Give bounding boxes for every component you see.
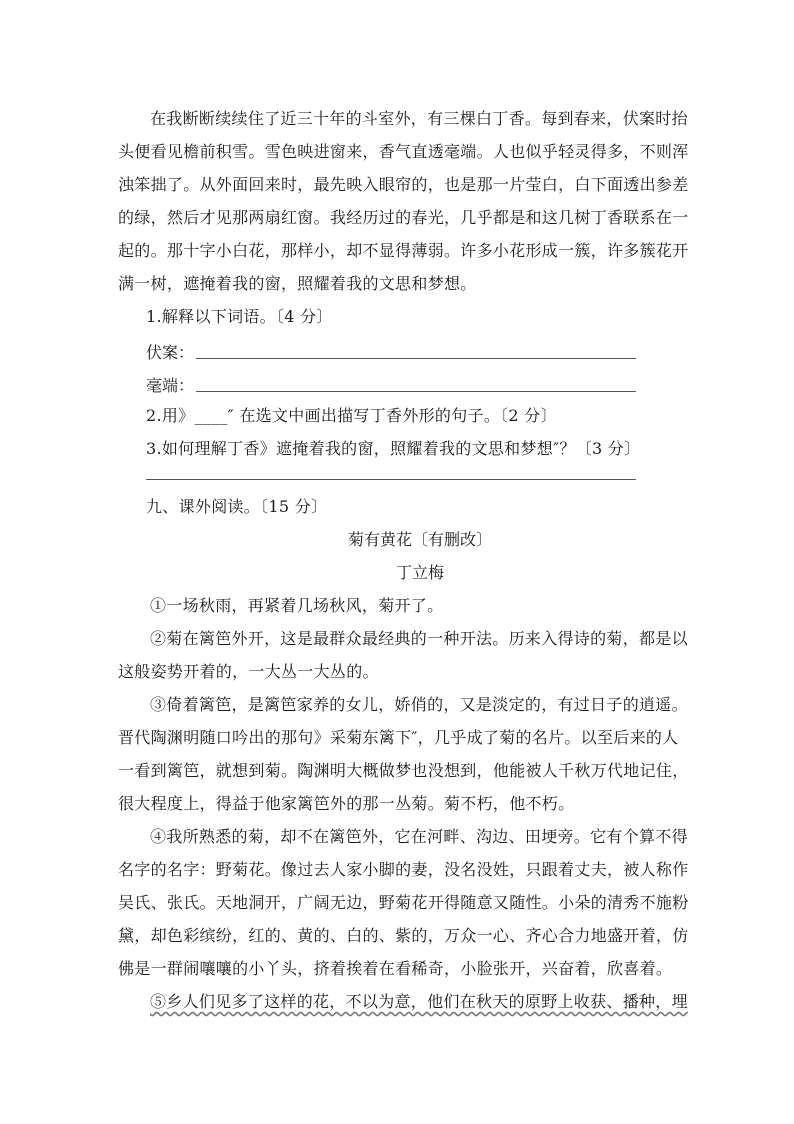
question-3-prompt: 3.如何理解丁香》遮掩着我的窗，照耀着我的文思和梦想″？〔3 分〕 [146,439,641,458]
article-line: 晋代陶渊明随口吟出的那句》采菊东篱下″，几乎成了菊的名片。以至后来的人 [118,728,679,747]
article-line: 佛是一群闹嚷嚷的小丫头，挤着挨着在看稀奇，小脸张开，兴奋着，欣喜着。 [118,959,673,978]
passage-line: 浊笨拙了。从外面回来时，最先映入眼帘的，也是那一片莹白，白下面透出参差 [118,175,689,194]
article-author: 丁立梅 [395,563,444,582]
passage-line: 头便看见檐前积雪。雪色映进窗来，香气直透毫端。人也似乎轻灵得多，不则浑 [118,142,689,161]
term-label: 毫端： [146,376,195,395]
article-line: ④我所熟悉的菊，却不在篱笆外，它在河畔、沟边、田埂旁。它有个算不得 [150,827,688,846]
answer-blank[interactable] [196,375,636,392]
article-line: 名字的名字：野菊花。像过去人家小脚的妻，没名没姓，只跟着丈夫，被人称作 [118,860,689,879]
question-1-term-row [146,337,690,363]
article-line: ②菊在篱笆外开，这是最群众最经典的一种开法。历来入得诗的菊，都是以 [150,629,688,648]
article-body [118,593,690,1015]
passage-block [118,106,690,297]
question-1-prompt: 1.解释以下词语。〔4 分〕 [146,307,333,326]
section-9-heading: 九、课外阅读。〔15 分〕 [146,497,328,516]
passage-line: 在我断断续续住了近三十年的斗室外，有三棵白丁香。每到春来，伏案时抬 [150,109,688,128]
article-line: 很大程度上，得益于他家篱笆外的那一丛菊。菊不朽，他不朽。 [118,794,575,813]
article-line-underlined [150,989,690,1015]
article-line: 这般姿势开着的，一大丛一大丛的。 [118,662,379,681]
article-line: 一看到篱笆，就想到菊。陶渊明大概做梦也没想到，他能被人千秋万代地记住， [118,761,689,780]
answer-line[interactable] [146,478,636,480]
article-line: ③倚着篱笆，是篱笆家养的女儿，娇俏的，又是淡定的，有过日子的逍遥。 [150,695,688,714]
article-line: 吴氏、张氏。天地洞开，广阔无边，野菊花开得随意又随性。小朵的清秀不施粉 [118,893,689,912]
term-label: 伏案： [146,343,195,362]
article-line: 黛，却色彩缤纷，红的、黄的、白的、紫的，万众一心、齐心合力地盛开着，仿 [118,926,689,945]
article-title: 菊有黄花〔有删改〕 [347,530,492,549]
question-2-prompt: 2.用》____″ 在选文中画出描写丁香外形的句子。〔2 分〕 [146,406,557,425]
passage-line: 的绿，然后才见那两扇红窗。我经历过的春光，几乎都是和这几树丁香联系在一 [118,208,689,227]
page-content [118,106,690,1022]
passage-line: 满一树，遮掩着我的窗，照耀着我的文思和梦想。 [118,274,477,293]
passage-line: 起的。那十字小白花，那样小，却不显得薄弱。许多小花形成一簇，许多簇花开 [118,241,689,260]
question-1-term-row [146,370,690,396]
wavy-underlined-sentence: ⑤乡人们见多了这样的花，不以为意，他们在秋天的原野上收获、播种，埋 [150,992,688,1011]
article-line: ①一场秋雨，再紧着几场秋风，菊开了。 [150,596,444,615]
answer-blank[interactable] [196,342,636,359]
